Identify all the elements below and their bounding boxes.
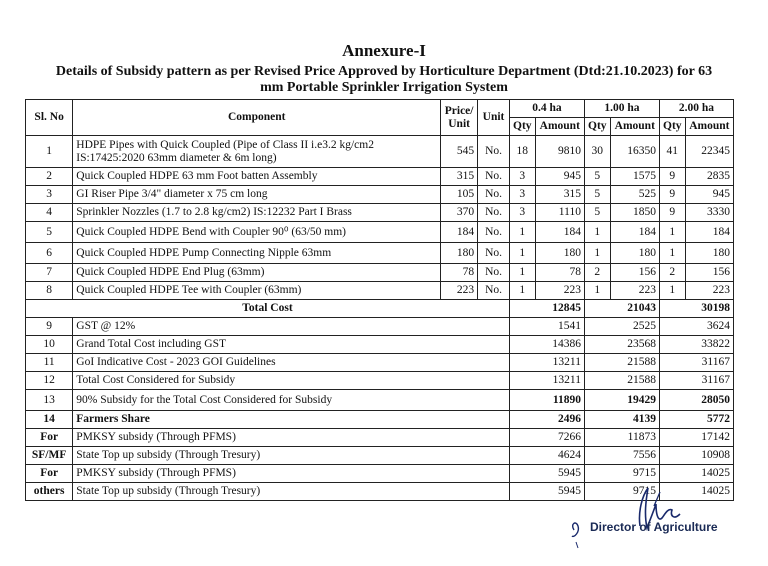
summary-amount: 28050 (659, 390, 733, 411)
table-row (26, 222, 734, 243)
cell-qty: 1 (659, 282, 685, 300)
cell-amount: 156 (610, 264, 659, 282)
cell-qty: 9 (659, 204, 685, 222)
cell-qty: 1 (509, 222, 535, 243)
cell-price: 184 (441, 222, 478, 243)
cell-price: 180 (441, 243, 478, 264)
table-row (26, 168, 734, 186)
summary-amount: 13211 (509, 354, 584, 372)
cell-price: 370 (441, 204, 478, 222)
group-row (26, 429, 734, 447)
summary-amount: 23568 (584, 336, 659, 354)
cell-qty: 5 (584, 168, 610, 186)
cell-amount: 156 (685, 264, 733, 282)
cell-unit: No. (478, 264, 510, 282)
summary-label: GST @ 12% (73, 318, 510, 336)
cell-qty: 9 (659, 168, 685, 186)
header-amount: Amount (685, 118, 733, 136)
group-label: For (26, 429, 73, 447)
summary-amount: 21588 (584, 372, 659, 390)
summary-row (26, 372, 734, 390)
cell-qty: 5 (584, 204, 610, 222)
cell-amount: 223 (610, 282, 659, 300)
header-qty: Qty (509, 118, 535, 136)
group-row (26, 447, 734, 465)
cell-component: GI Riser Pipe 3/4" diameter x 75 cm long (73, 186, 441, 204)
table-row (26, 264, 734, 282)
subsidy-table (25, 99, 734, 501)
header-qty: Qty (659, 118, 685, 136)
group-row-label: PMKSY subsidy (Through PFMS) (73, 429, 510, 447)
cell-qty: 1 (659, 243, 685, 264)
cell-component: Quick Coupled HDPE Tee with Coupler (63mm) (73, 282, 441, 300)
summary-row (26, 390, 734, 411)
summary-amount: 19429 (584, 390, 659, 411)
group-amount: 7556 (584, 447, 659, 465)
cell-sl: 9 (26, 318, 73, 336)
summary-amount: 2525 (584, 318, 659, 336)
header-amount: Amount (610, 118, 659, 136)
cell-amount: 9810 (535, 136, 584, 168)
cell-unit: No. (478, 186, 510, 204)
cell-qty: 1 (584, 222, 610, 243)
cell-sl: 4 (26, 204, 73, 222)
group-amount: 14025 (659, 483, 733, 501)
cell-qty: 1 (584, 282, 610, 300)
subtitle-line-2: mm Portable Sprinkler Irrigation System (260, 80, 508, 95)
group-label: For (26, 465, 73, 483)
group-amount: 17142 (659, 429, 733, 447)
group-amount: 7266 (509, 429, 584, 447)
group-row (26, 465, 734, 483)
cell-amount: 184 (535, 222, 584, 243)
summary-amount: 31167 (659, 354, 733, 372)
header-1-00-ha: 1.00 ha (584, 100, 659, 118)
header-0-4-ha: 0.4 ha (509, 100, 584, 118)
summary-amount: 33822 (659, 336, 733, 354)
cell-unit: No. (478, 222, 510, 243)
cell-amount: 945 (535, 168, 584, 186)
cell-unit: No. (478, 282, 510, 300)
cell-unit: No. (478, 243, 510, 264)
group-amount: 9715 (584, 465, 659, 483)
group-row-label: State Top up subsidy (Through Tresury) (73, 483, 510, 501)
cell-amount: 180 (535, 243, 584, 264)
cell-amount: 184 (610, 222, 659, 243)
cell-amount: 16350 (610, 136, 659, 168)
cell-sl: 12 (26, 372, 73, 390)
table-row (26, 204, 734, 222)
cell-qty: 2 (659, 264, 685, 282)
cell-component: Quick Coupled HDPE End Plug (63mm) (73, 264, 441, 282)
total-amount: 12845 (509, 300, 584, 318)
header-qty: Qty (584, 118, 610, 136)
cell-sl: 3 (26, 186, 73, 204)
group-amount: 14025 (659, 465, 733, 483)
cell-sl: 7 (26, 264, 73, 282)
summary-amount: 13211 (509, 372, 584, 390)
summary-row (26, 336, 734, 354)
cell-qty: 3 (509, 186, 535, 204)
cell-component: Quick Coupled HDPE 63 mm Foot batten Assembly (73, 168, 441, 186)
summary-label: Farmers Share (73, 411, 510, 429)
cell-qty: 1 (509, 264, 535, 282)
total-amount: 30198 (659, 300, 733, 318)
total-row (26, 300, 734, 318)
cell-component: Sprinkler Nozzles (1.7 to 2.8 kg/cm2) IS:12232 Part I Brass (73, 204, 441, 222)
cell-qty: 9 (659, 186, 685, 204)
total-label: Total Cost (26, 300, 510, 318)
summary-amount: 1541 (509, 318, 584, 336)
cell-price: 315 (441, 168, 478, 186)
cell-qty: 3 (509, 204, 535, 222)
cell-amount: 1850 (610, 204, 659, 222)
summary-amount: 2496 (509, 411, 584, 429)
subtitle-line-1: Details of Subsidy pattern as per Revised Price Approved by Horticulture Department (Dtd:21.10.2023) for 63 (55, 64, 713, 79)
cell-component: HDPE Pipes with Quick Coupled (Pipe of Class II i.e3.2 kg/cm2 IS:17425:2020 63mm diameter & 6m long) (73, 136, 441, 168)
summary-label: Grand Total Cost including GST (73, 336, 510, 354)
cell-price: 545 (441, 136, 478, 168)
signature-block (568, 484, 738, 550)
cell-qty: 18 (509, 136, 535, 168)
summary-amount: 3624 (659, 318, 733, 336)
farmers-share-row (26, 411, 734, 429)
group-label: others (26, 483, 73, 501)
summary-amount: 11890 (509, 390, 584, 411)
cell-unit: No. (478, 204, 510, 222)
header-2-00-ha: 2.00 ha (659, 100, 733, 118)
header-amount: Amount (535, 118, 584, 136)
summary-row (26, 354, 734, 372)
summary-amount: 4139 (584, 411, 659, 429)
header-unit: Unit (478, 100, 510, 136)
cell-amount: 223 (685, 282, 733, 300)
signature-label: Director of Agriculture (590, 520, 718, 534)
cell-qty: 1 (584, 243, 610, 264)
group-amount: 11873 (584, 429, 659, 447)
group-amount: 10908 (659, 447, 733, 465)
cell-qty: 5 (584, 186, 610, 204)
group-amount: 5945 (509, 483, 584, 501)
summary-amount: 5772 (659, 411, 733, 429)
cell-qty: 30 (584, 136, 610, 168)
cell-sl: 1 (26, 136, 73, 168)
cell-amount: 78 (535, 264, 584, 282)
cell-sl: 8 (26, 282, 73, 300)
cell-amount: 223 (535, 282, 584, 300)
cell-sl: 14 (26, 411, 73, 429)
cell-qty: 1 (509, 282, 535, 300)
cell-amount: 525 (610, 186, 659, 204)
cell-price: 223 (441, 282, 478, 300)
cell-price: 105 (441, 186, 478, 204)
cell-amount: 3330 (685, 204, 733, 222)
summary-label: Total Cost Considered for Subsidy (73, 372, 510, 390)
cell-component: Quick Coupled HDPE Pump Connecting Nipple 63mm (73, 243, 441, 264)
table-row (26, 136, 734, 168)
summary-label: GoI Indicative Cost - 2023 GOI Guidelines (73, 354, 510, 372)
header-sl-no: Sl. No (26, 100, 73, 136)
cell-qty: 1 (509, 243, 535, 264)
total-amount: 21043 (584, 300, 659, 318)
signature-scribble-icon (568, 484, 738, 550)
cell-qty: 2 (584, 264, 610, 282)
summary-amount: 31167 (659, 372, 733, 390)
header-component: Component (73, 100, 441, 136)
cell-sl: 2 (26, 168, 73, 186)
header-price: Price/ Unit (441, 100, 478, 136)
cell-qty: 1 (659, 222, 685, 243)
cell-sl: 13 (26, 390, 73, 411)
cell-amount: 2835 (685, 168, 733, 186)
cell-price: 78 (441, 264, 478, 282)
cell-qty: 3 (509, 168, 535, 186)
summary-amount: 14386 (509, 336, 584, 354)
cell-amount: 184 (685, 222, 733, 243)
summary-row (26, 318, 734, 336)
cell-amount: 22345 (685, 136, 733, 168)
cell-sl: 10 (26, 336, 73, 354)
group-amount: 5945 (509, 465, 584, 483)
cell-amount: 180 (685, 243, 733, 264)
cell-unit: No. (478, 168, 510, 186)
cell-amount: 315 (535, 186, 584, 204)
group-amount: 9715 (584, 483, 659, 501)
table-row (26, 186, 734, 204)
summary-amount: 21588 (584, 354, 659, 372)
group-amount: 4624 (509, 447, 584, 465)
cell-qty: 41 (659, 136, 685, 168)
cell-amount: 180 (610, 243, 659, 264)
annexure-title: Annexure-I (342, 41, 426, 60)
cell-sl: 6 (26, 243, 73, 264)
cell-amount: 1575 (610, 168, 659, 186)
cell-unit: No. (478, 136, 510, 168)
table-row (26, 282, 734, 300)
cell-sl: 11 (26, 354, 73, 372)
summary-label: 90% Subsidy for the Total Cost Considered for Subsidy (73, 390, 510, 411)
cell-component: Quick Coupled HDPE Bend with Coupler 90⁰ (63/50 mm) (73, 222, 441, 243)
group-label: SF/MF (26, 447, 73, 465)
table-row (26, 243, 734, 264)
group-row-label: PMKSY subsidy (Through PFMS) (73, 465, 510, 483)
cell-sl: 5 (26, 222, 73, 243)
cell-amount: 1110 (535, 204, 584, 222)
cell-amount: 945 (685, 186, 733, 204)
group-row-label: State Top up subsidy (Through Tresury) (73, 447, 510, 465)
